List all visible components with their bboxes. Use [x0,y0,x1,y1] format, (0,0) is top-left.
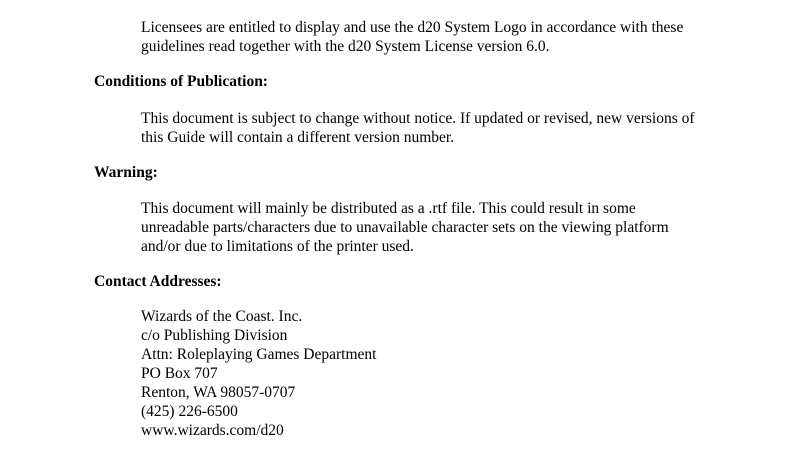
conditions-heading: Conditions of Publication: [94,73,268,90]
warning-heading: Warning: [94,164,158,181]
warning-line-3: and/or due to limitations of the printer used. [141,238,414,255]
contact-website: www.wizards.com/d20 [141,422,284,439]
contact-city-zip: Renton, WA 98057-0707 [141,384,296,401]
intro-line-2: guidelines read together with the d20 System License version 6.0. [141,38,550,55]
contact-company: Wizards of the Coast. Inc. [141,308,303,325]
warning-paragraph [141,199,781,256]
contact-po-box: PO Box 707 [141,365,218,382]
contact-division: c/o Publishing Division [141,327,288,344]
warning-line-2: unreadable parts/characters due to unavailable character sets on the viewing platform [141,219,669,236]
conditions-line-1: This document is subject to change without notice. If updated or revised, new versions of [141,110,695,127]
conditions-line-2: this Guide will contain a different version number. [141,129,455,146]
contact-phone: (425) 226-6500 [141,403,238,420]
conditions-paragraph [141,109,781,147]
contact-department: Attn: Roleplaying Games Department [141,346,377,363]
contact-heading: Contact Addresses: [94,273,222,290]
intro-paragraph [141,18,781,56]
warning-line-1: This document will mainly be distributed as a .rtf file. This could result in some [141,200,636,217]
contact-address-block [141,307,781,440]
intro-line-1: Licensees are entitled to display and use the d20 System Logo in accordance with these [141,19,684,36]
